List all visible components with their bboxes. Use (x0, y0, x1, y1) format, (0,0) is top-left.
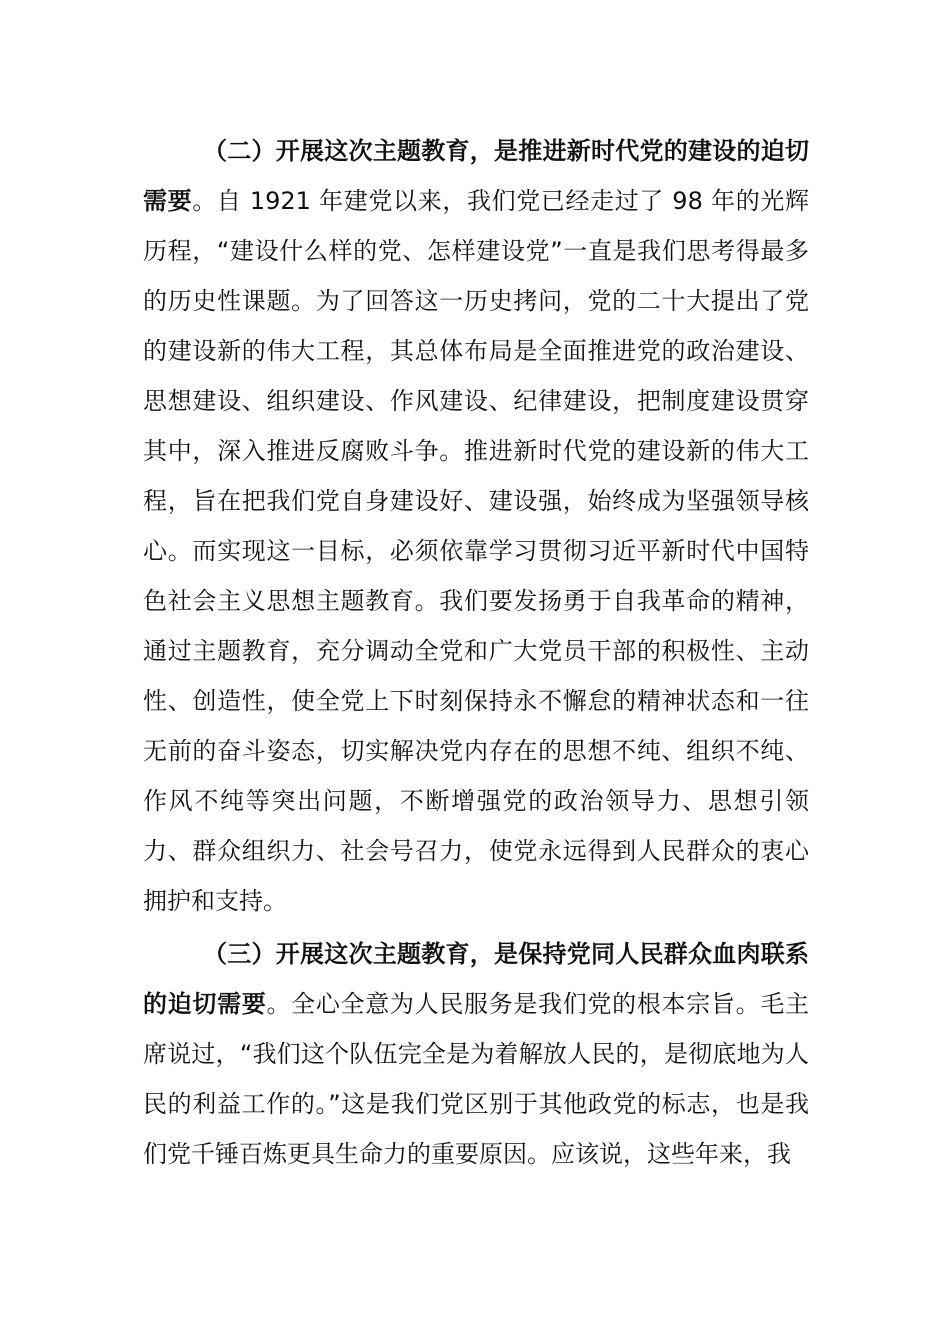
paragraph-3-body: 。全心全意为人民服务是我们党的根本宗旨。毛主席说过，“我们这个队伍完全是为着解放人民的，是彻底地为人民的利益工作的。”这是我们党区别于其他政党的标志，也是我们党千锤百炼更具生命力的重要原因。应该说，这些年来，我 (143, 990, 810, 1168)
paragraph-2-body: 。自 1921 年建党以来，我们党已经走过了 98 年的光辉历程，“建设什么样的党、怎样建设党”一直是我们思考得最多的历史性课题。为了回答这一历史拷问，党的二十大提出了党的建设新的伟大工程，其总体布局是全面推进党的政治建设、思想建设、组织建设、作风建设、纪律建设，把制度建设贯穿其中，深入推进反腐败斗争。推进新时代党的建设新的伟大工程，旨在把我们党自身建设好、建设强，始终成为坚强领导核心。而实现这一目标，必须依靠学习贯彻习近平新时代中国特色社会主义思想主题教育。我们要发扬勇于自我革命的精神，通过主题教育，充分调动全党和广大党员干部的积极性、主动性、创造性，使全党上下时刻保持永不懈怠的精神状态和一往无前的奋斗姿态，切实解决党内存在的思想不纯、组织不纯、作风不纯等突出问题，不断增强党的政治领导力、思想引领力、群众组织力、社会号召力，使党永远得到人民群众的衷心拥护和支持。 (143, 187, 810, 915)
paragraph-3 (143, 929, 809, 1179)
document-page (143, 126, 809, 1182)
paragraph-3-heading: （三）开展这次主题教育，是保持党同人民群众血肉联系的迫切需要 (143, 940, 809, 1018)
paragraph-2 (143, 126, 809, 926)
paragraph-2-heading: （二）开展这次主题教育，是推进新时代党的建设的迫切需要 (143, 137, 809, 215)
